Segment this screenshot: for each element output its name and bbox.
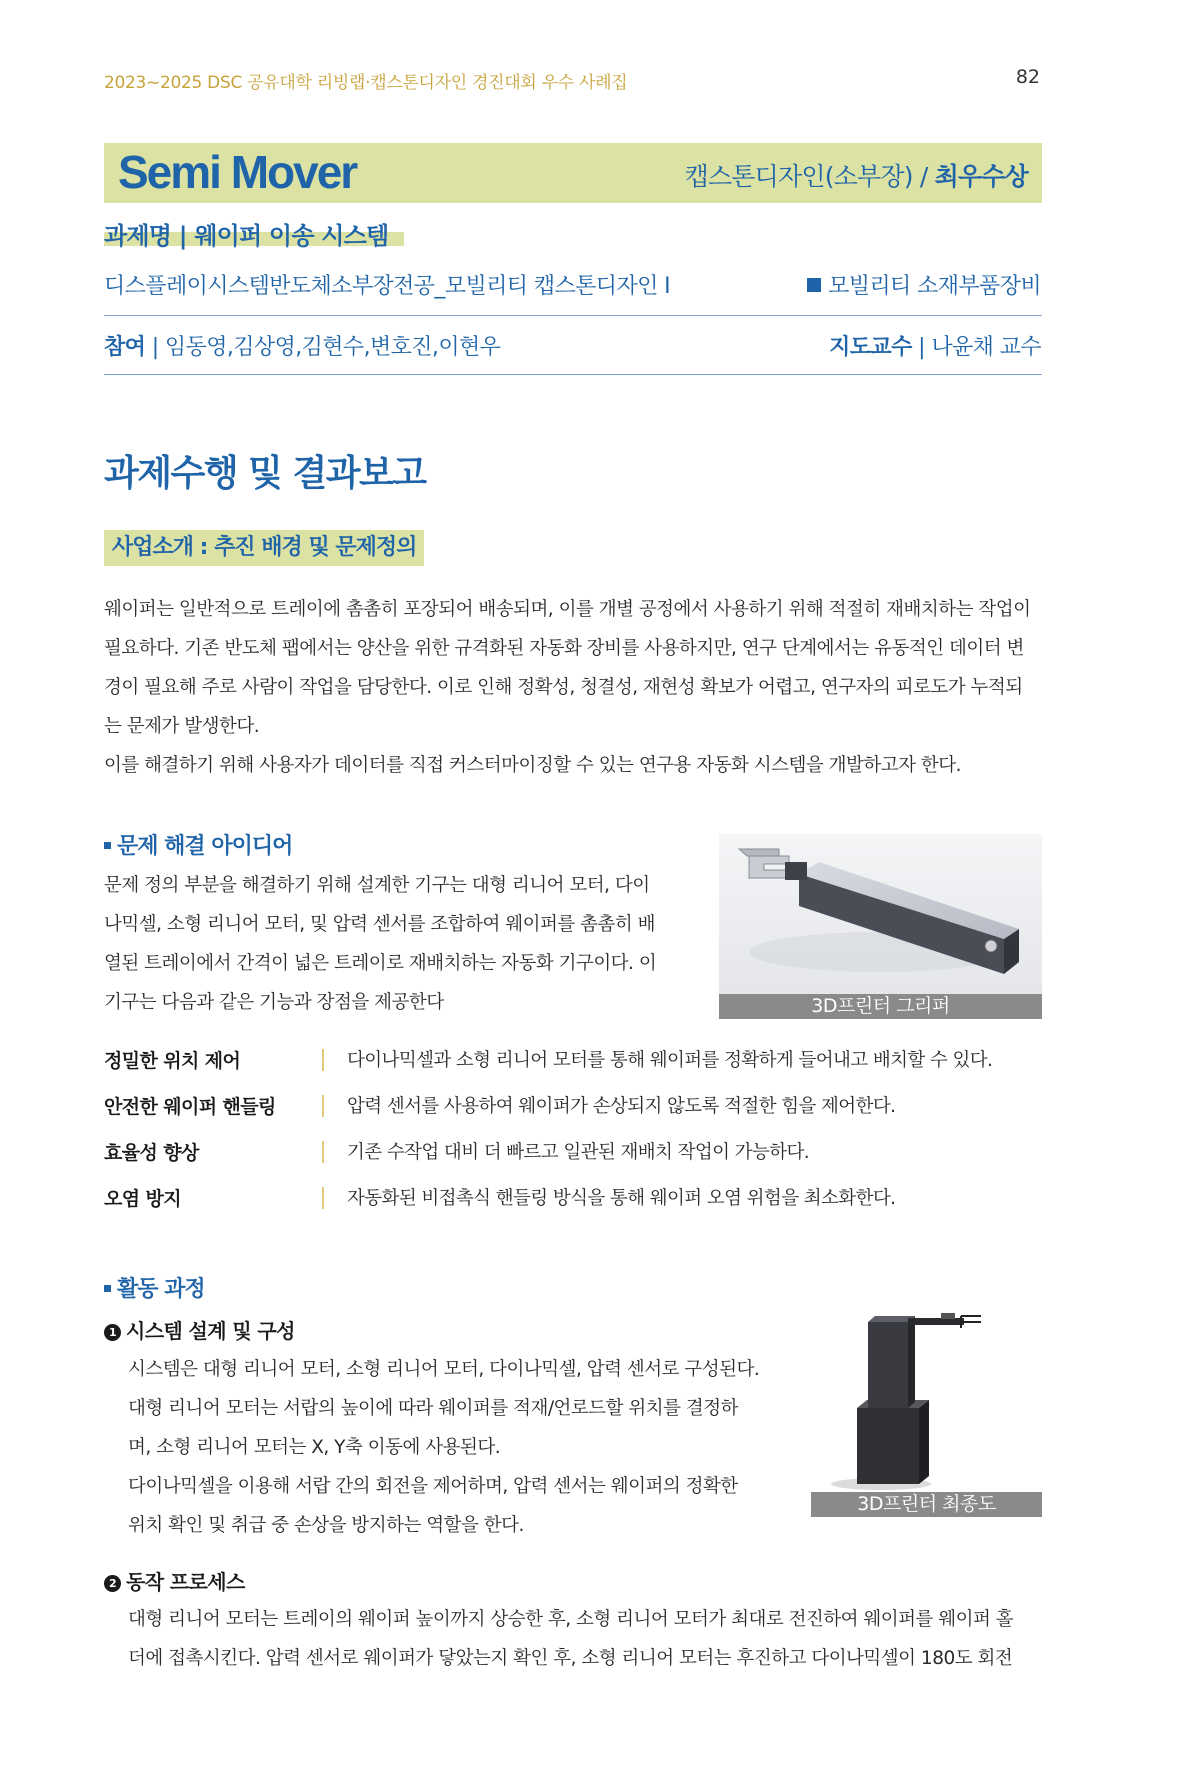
idea-line: 문제 정의 부분을 해결하기 위해 설계한 기구는 대형 리니어 모터, 다이: [104, 875, 650, 896]
advisor-label: 지도교수: [829, 335, 912, 360]
task-name: 과제명 | 웨이퍼 이송 시스템: [104, 222, 389, 250]
members-row: [104, 330, 500, 361]
members-label: 참여: [104, 335, 146, 360]
members-separator: |: [145, 335, 165, 360]
field-name: 모빌리티 소재부품장비: [828, 274, 1041, 299]
square-bullet-icon: [104, 842, 111, 849]
gripper-render-icon: [719, 834, 1042, 994]
intro-paragraph: [104, 590, 1044, 785]
step1-line: 대형 리니어 모터는 서랍의 높이에 따라 웨이퍼를 적재/언로드할 위치를 결정하: [128, 1398, 739, 1419]
final-figure: [811, 1298, 1042, 1492]
award-label: [685, 157, 1028, 193]
feature-row: [104, 1138, 1044, 1168]
feature-row: [104, 1046, 1044, 1076]
feature-row: [104, 1184, 1044, 1214]
section-subheading: 사업소개 : 추진 배경 및 문제정의: [112, 535, 417, 560]
step1-line: 다이나믹셀을 이용해 서랍 간의 회전을 제어하며, 압력 센서는 웨이퍼의 정확한: [128, 1476, 738, 1497]
running-header: 2023~2025 DSC 공유대학 리빙랩·캡스톤디자인 경진대회 우수 사례집: [104, 73, 628, 93]
step1-title: 시스템 설계 및 구성: [126, 1319, 295, 1343]
feature-divider: [322, 1187, 324, 1209]
process-heading: [104, 1272, 205, 1303]
feature-name: 효율성 향상: [104, 1142, 199, 1164]
step1-heading: [104, 1315, 295, 1344]
intro-line: 이를 해결하기 위해 사용자가 데이터를 직접 커스터마이징할 수 있는 연구용 자동화 시스템을 개발하고자 한다.: [104, 755, 962, 776]
divider-line: [104, 374, 1042, 375]
field-label: [807, 269, 1041, 300]
feature-description: 자동화된 비접촉식 핸들링 방식을 통해 웨이퍼 오염 위험을 최소화한다.: [347, 1188, 896, 1209]
page-number: 82: [1015, 66, 1040, 88]
intro-line: 필요하다. 기존 반도체 팹에서는 양산을 위한 규격화된 자동화 장비를 사용하지만, 연구 단계에서는 유동적인 데이터 변: [104, 638, 1024, 659]
task-name-row: [104, 216, 388, 250]
intro-line: 경이 필요해 주로 사람이 작업을 담당한다. 이로 인해 정확성, 청결성, 재현성 확보가 어렵고, 연구자의 피로도가 누적되: [104, 677, 1023, 698]
step2-paragraph: [128, 1600, 1044, 1678]
step2-line: 더에 접촉시킨다. 압력 센서로 웨이퍼가 닿았는지 확인 후, 소형 리니어 모터는 후진하고 다이나믹셀이 180도 회전: [128, 1648, 1013, 1669]
idea-heading-text: 문제 해결 아이디어: [117, 834, 293, 859]
advisor-name: 나윤채 교수: [931, 335, 1041, 360]
section-heading: 과제수행 및 결과보고: [104, 453, 426, 494]
project-title: Semi Mover: [118, 146, 357, 198]
feature-description: 기존 수작업 대비 더 빠르고 일관된 재배치 작업이 가능하다.: [347, 1142, 810, 1163]
step1-paragraph: [128, 1350, 788, 1545]
divider-line: [104, 315, 1042, 316]
square-bullet-icon: [807, 278, 821, 292]
title-band: [104, 143, 1042, 203]
intro-line: 웨이퍼는 일반적으로 트레이에 촘촘히 포장되어 배송되며, 이를 개별 공정에서 사용하기 위해 적절히 재배치하는 작업이: [104, 599, 1031, 620]
idea-line: 열된 트레이에서 간격이 넓은 트레이로 재배치하는 자동화 기구이다. 이: [104, 953, 657, 974]
idea-line: 기구는 다음과 같은 기능과 장점을 제공한다: [104, 992, 444, 1013]
feature-description: 다이나믹셀과 소형 리니어 모터를 통해 웨이퍼를 정확하게 들어내고 배치할 수 있다.: [347, 1050, 993, 1071]
final-render-icon: [811, 1298, 1042, 1492]
step2-heading: [104, 1566, 245, 1595]
step1-line: 시스템은 대형 리니어 모터, 소형 리니어 모터, 다이나믹셀, 압력 센서로 구성된다.: [128, 1359, 760, 1380]
award-category: 캡스톤디자인(소부장) /: [684, 162, 935, 191]
step-number-icon: 1: [104, 1324, 121, 1341]
step-number-icon: 2: [104, 1575, 121, 1592]
process-heading-text: 활동 과정: [117, 1277, 205, 1302]
advisor-separator: |: [911, 335, 932, 360]
feature-divider: [322, 1095, 324, 1117]
gripper-figure-caption: 3D프린터 그리퍼: [719, 994, 1042, 1019]
intro-line: 는 문제가 발생한다.: [104, 716, 260, 737]
feature-divider: [322, 1141, 324, 1163]
subheading-band: [104, 530, 424, 566]
final-figure-caption: 3D프린터 최종도: [811, 1492, 1042, 1517]
step1-line: 위치 확인 및 취급 중 손상을 방지하는 역할을 한다.: [128, 1515, 524, 1536]
square-bullet-icon: [104, 1285, 111, 1292]
feature-name: 안전한 웨이퍼 핸들링: [104, 1096, 276, 1118]
advisor-row: [829, 330, 1041, 361]
idea-paragraph: [104, 866, 684, 1022]
feature-row: [104, 1092, 1044, 1122]
idea-line: 나믹셀, 소형 리니어 모터, 및 압력 센서를 조합하여 웨이퍼를 촘촘히 배: [104, 914, 655, 935]
course-name: 디스플레이시스템반도체소부장전공_모빌리티 캡스톤디자인 I: [104, 274, 671, 299]
step1-line: 며, 소형 리니어 모터는 X, Y축 이동에 사용된다.: [128, 1437, 501, 1458]
idea-heading: [104, 829, 292, 860]
step2-line: 대형 리니어 모터는 트레이의 웨이퍼 높이까지 상승한 후, 소형 리니어 모터가 최대로 전진하여 웨이퍼를 웨이퍼 홀: [128, 1609, 1014, 1630]
feature-name: 오염 방지: [104, 1188, 182, 1210]
feature-divider: [322, 1049, 324, 1071]
members-names: 임동영,김상영,김현수,변호진,이현우: [164, 335, 501, 360]
feature-name: 정밀한 위치 제어: [104, 1050, 241, 1072]
award-rank: 최우수상: [934, 162, 1028, 191]
step2-title: 동작 프로세스: [126, 1570, 245, 1594]
gripper-figure: [719, 834, 1042, 994]
feature-description: 압력 센서를 사용하여 웨이퍼가 손상되지 않도록 적절한 힘을 제어한다.: [347, 1096, 896, 1117]
